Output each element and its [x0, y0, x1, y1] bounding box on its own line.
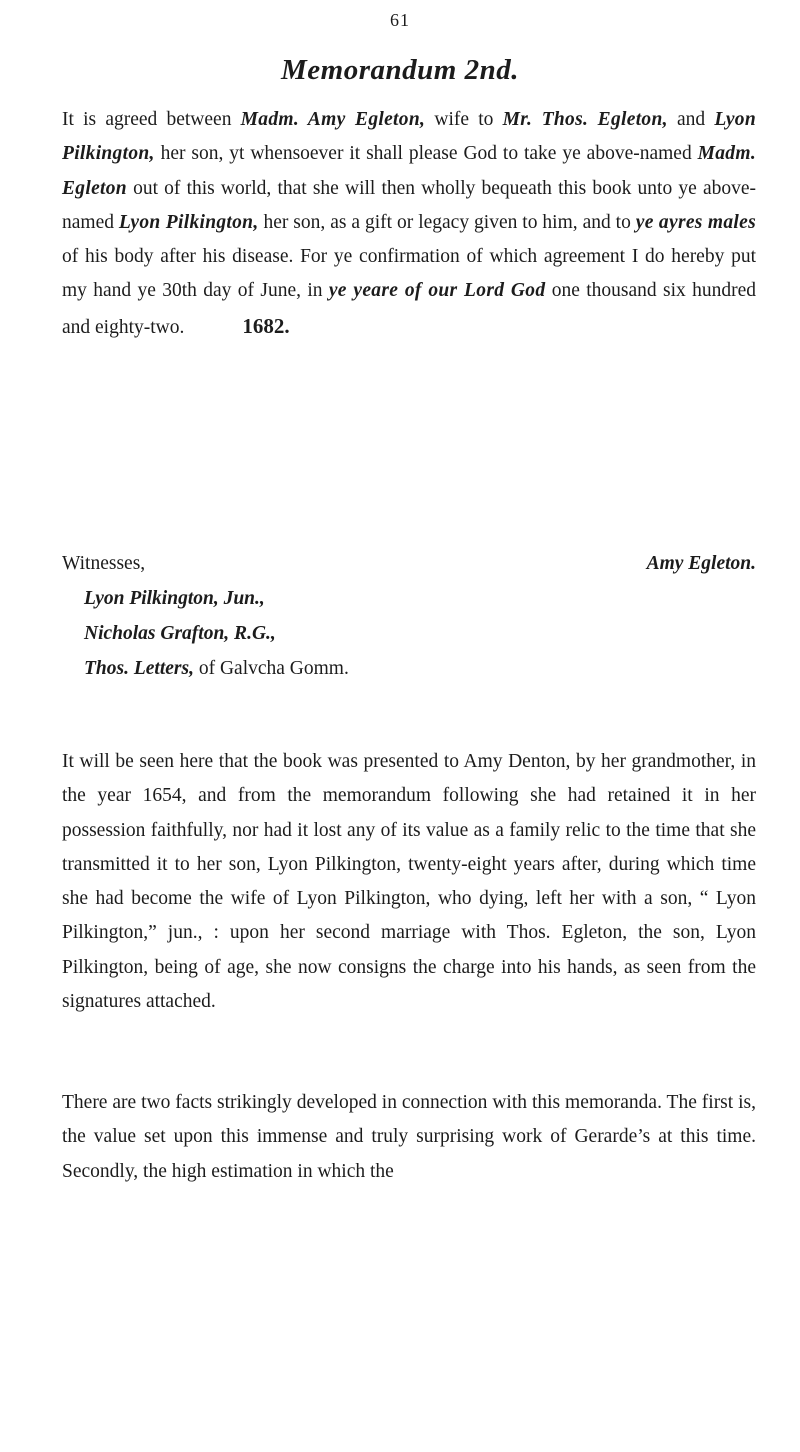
memo-text-3: and [667, 109, 715, 130]
memorandum-heading: Memorandum 2nd. [281, 54, 519, 86]
memo-text-2: wife to [425, 109, 503, 130]
witness-2 [62, 617, 756, 651]
signer-signature: Amy Egleton. [646, 553, 756, 574]
memo-name-thos-egleton: Mr. Thos. Egleton, [502, 109, 668, 130]
memo-text-1: It is agreed between [62, 109, 241, 130]
memo-year: 1682. [242, 313, 290, 338]
memo-phrase-year-of-our-lord: ye yeare of our Lord God [328, 280, 546, 302]
memo-text-4: her son, yt whensoever it shall please God to take ye above-named [154, 143, 698, 165]
memo-text-6: her son, as a gift or legacy given to him, and to [258, 211, 636, 233]
witness-2-name: Nicholas Grafton, R.G., [84, 623, 276, 644]
witness-3-name: Thos. Letters, [84, 658, 194, 679]
witness-3-place: of Galvcha Gomm. [193, 658, 349, 679]
memo-text-5: out of this world, that she will then wholly bequeath this book unto ye above-named [62, 177, 756, 233]
witness-3 [62, 652, 756, 686]
witnesses-label: Witnesses, [62, 553, 146, 574]
memo-name-madam-egleton: Madm. Egleton [62, 143, 756, 199]
memo-name-madam-amy-egleton: Madm. Amy Egleton, [240, 109, 426, 130]
memo-text-7: of his body after his disease. For ye confirmation of which agreement I do hereby put my hand ye 30th day of June, in [62, 246, 756, 302]
memo-phrase-ayres-males: ye ayres males [635, 211, 756, 233]
closing-paragraph: There are two facts strikingly developed in connection with this memoranda. The first is, the value set upon this immense and truly surprising work of Gerarde’s at this time. Secondly, the high estimation in which the [62, 1092, 756, 1182]
witnesses-row [62, 547, 756, 581]
memo-name-lyon-pilkington: Lyon Pilkington, [62, 109, 756, 165]
memorandum-text [62, 103, 756, 345]
page-number: 61 [390, 10, 410, 30]
memo-name-lyon-pilkington-2: Lyon Pilkington, [118, 211, 259, 233]
witness-1-name: Lyon Pilkington, Jun., [84, 588, 265, 609]
commentary-paragraph: It will be seen here that the book was presented to Amy Denton, by her grandmother, in the year 1654, and from the memorandum following she had retained it in her possession faithfully, nor had it lost any of its value as a family relic to the time that she transmitted it to her son, Lyon Pilkington, twenty-eight years after, during which time she had become the wife of Lyon Pilkington, who dying, left her with a son, “ Lyon Pilkington,” jun., : upon her second marriage with Thos. Egleton, the son, Lyon Pilkington, being of age, she now consigns the charge into his hands, as seen from the signatures attached. [62, 751, 756, 1013]
memo-text-8: one thousand six hundred and eighty-two. [62, 280, 756, 338]
witness-1 [62, 582, 756, 616]
